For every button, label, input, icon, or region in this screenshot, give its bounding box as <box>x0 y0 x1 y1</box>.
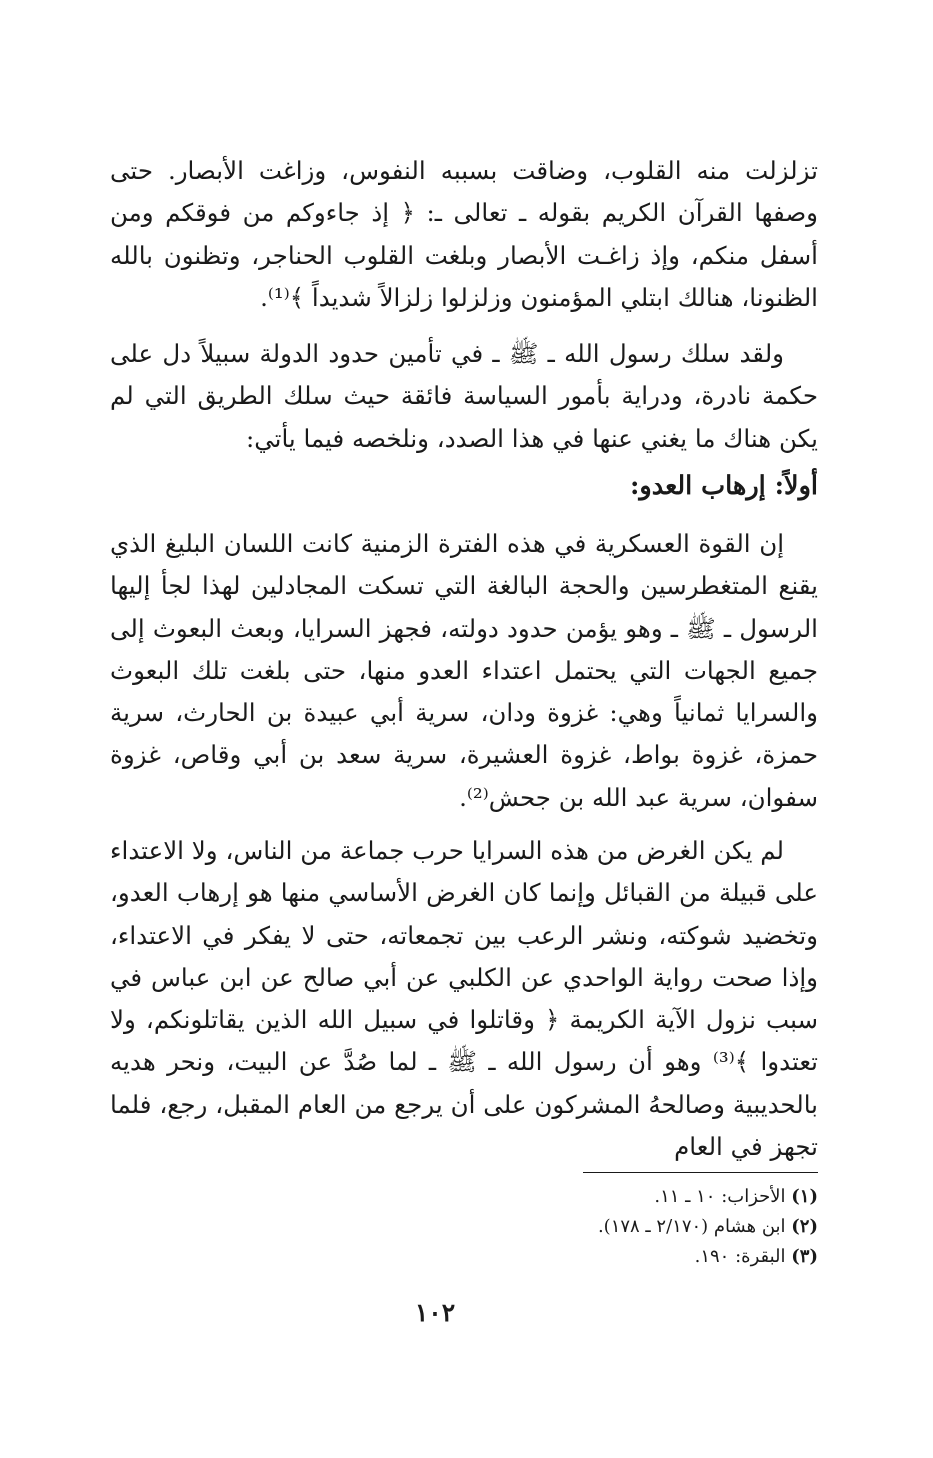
paragraph-raids-purpose: لم يكن الغرض من هذه السرايا حرب جماعة من الناس، ولا الاعتداء على قبيلة من القبائل وإنما كان الغرض الأساسي منها هو إرهاب العدو، وتخضيد شوكته، ونشر الرعب بين تجمعاته، حتى لا يفكر في الاعتداء، وإذا صحت رواية الواحدي عن الكلبي عن أبي صالح عن ابن عباس في سبب نزول الآية الكريمة ﴿ وقاتلوا في سبيل الله الذين يقاتلونكم، ولا تعتدوا ﴾⁽³⁾ وهو أن رسول الله ـ ﷺ ـ لما صُدَّ عن البيت، ونحر هديه بالحديبية وصالحهُ المشركون على أن يرجع من العام المقبل، رجع، فلما تجهز في العام <box>110 836 818 1162</box>
paragraph-border-security: ولقد سلك رسول الله ـ ﷺ ـ في تأمين حدود الدولة سبيلاً دل على حكمة نادرة، ودراية بأمور السياسة فائقة حيث سلك الطريق التي لم يكن هناك ما يغني عنها في هذا الصدد، ونلخصه فيما يأتي: <box>110 339 818 453</box>
section-heading: أولاً: إرهاب العدو: <box>629 471 818 501</box>
footnote-item <box>400 1212 818 1242</box>
footnote-text: البقرة: ١٩٠. <box>694 1246 786 1267</box>
footnote-number: (٢) <box>791 1216 818 1237</box>
footnote-text: الأحزاب: ١٠ ـ ١١. <box>654 1186 786 1207</box>
footnote-number: (٣) <box>791 1246 818 1267</box>
footnote-item <box>400 1242 818 1272</box>
footnotes-list <box>400 1182 818 1272</box>
page-number: ١٠٢ <box>414 1298 456 1327</box>
footnote-separator <box>583 1172 818 1173</box>
paragraph-opening: تزلزلت منه القلوب، وضاقت بسببه النفوس، وزاغت الأبصار. حتى وصفها القرآن الكريم بقوله ـ تعالى ـ: ﴿ إذ جاءوكم من فوقكم ومن أسفل منكم، وإذ زاغـت الأبصار وبلغت القلوب الحناجر، وتظنون بالله الظنونا، هنالك ابتلي المؤمنون وزلزلوا زلزالاً شديداً ﴾⁽¹⁾. <box>110 156 818 312</box>
footnote-number: (١) <box>791 1186 818 1207</box>
paragraph-military-force: إن القوة العسكرية في هذه الفترة الزمنية كانت اللسان البليغ الذي يقنع المتغطرسين والحجة البالغة التي تسكت المجادلين لهذا لجأ إليها الرسول ـ ﷺ ـ وهو يؤمن حدود دولته، فجهز السرايا، وبعث البعوث إلى جميع الجهات التي يحتمل اعتداء العدو منها، حتى بلغت تلك البعوث والسرايا ثمانياً وهي: غزوة ودان، سرية أبي عبيدة بن الحارث، سرية حمزة، غزوة بواط، غزوة العشيرة، سرية سعد بن أبي وقاص، غزوة سفوان، سرية عبد الله بن جحش⁽²⁾. <box>110 529 818 812</box>
footnote-text: ابن هشام (٢/١٧٠ ـ ١٧٨). <box>597 1216 786 1237</box>
footnote-item <box>400 1182 818 1212</box>
